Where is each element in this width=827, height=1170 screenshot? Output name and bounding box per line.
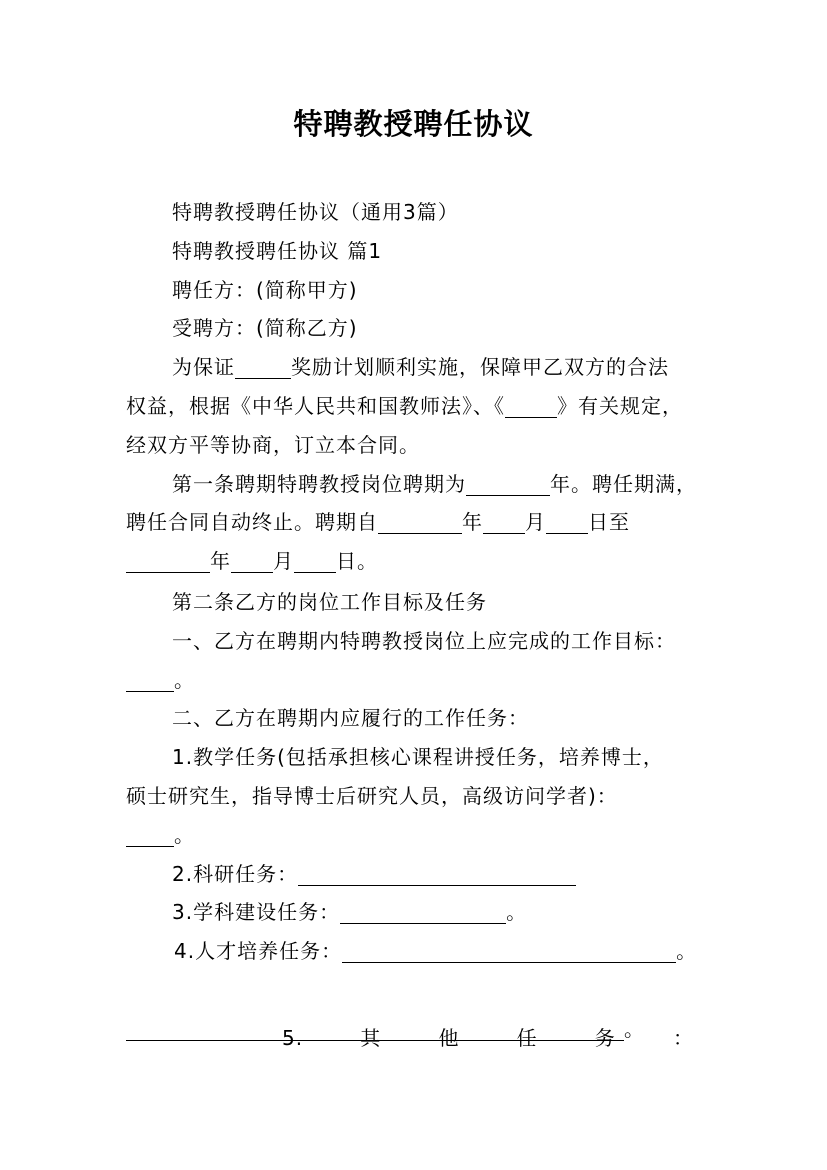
blank-field — [340, 903, 506, 924]
employer-line: 聘任方：(简称甲方) — [172, 278, 358, 302]
section-heading: 特聘教授聘任协议 篇1 — [172, 239, 383, 263]
article-heading: 第二条乙方的岗位工作目标及任务 — [172, 590, 487, 614]
paragraph-line: 经双方平等协商，订立本合同。 — [126, 433, 420, 457]
paragraph-line: 权益，根据《中华人民共和国教师法》、《 》有关规定， — [126, 394, 683, 418]
blank-field — [126, 671, 174, 692]
paragraph-line: 一、乙方在聘期内特聘教授岗位上应完成的工作目标： — [172, 629, 676, 653]
paragraph-line: 第一条聘期特聘教授岗位聘期为 年。聘任期满， — [172, 472, 697, 496]
paragraph-line: 。 — [126, 1017, 645, 1041]
blank-field — [126, 1020, 624, 1041]
task-item: 2.科研任务： — [172, 862, 576, 886]
blank-field — [298, 865, 576, 886]
paragraph-line: 年 月 日。 — [126, 549, 378, 573]
blank-field — [342, 942, 676, 963]
blank-field — [378, 513, 462, 534]
paragraph-line: 1.教学任务(包括承担核心课程讲授任务，培养博士， — [172, 745, 664, 769]
paragraph-line: 聘任合同自动终止。聘期自 年 月 日至 — [126, 510, 630, 534]
document-title: 特聘教授聘任协议 — [293, 107, 534, 141]
employee-line: 受聘方：(简称乙方) — [172, 316, 358, 340]
subtitle-line: 特聘教授聘任协议（通用3篇） — [172, 200, 459, 224]
paragraph-line: 。 — [126, 823, 195, 847]
paragraph-line: 二、乙方在聘期内应履行的工作任务： — [172, 706, 529, 730]
task-item: 3.学科建设任务： 。 — [172, 900, 528, 924]
blank-field — [235, 358, 291, 379]
paragraph-line: 为保证 奖励计划顺利实施，保障甲乙双方的合法 — [172, 355, 669, 379]
task-item: 5. 其 他 任 务 ： — [282, 1026, 694, 1050]
blank-field — [466, 475, 550, 496]
blank-field — [126, 552, 210, 573]
paragraph-line: 。 — [126, 668, 195, 692]
blank-field — [231, 552, 273, 573]
blank-field — [505, 397, 557, 418]
blank-field — [126, 826, 174, 847]
blank-field — [546, 513, 588, 534]
task-item: 4.人才培养任务： 。 — [174, 939, 698, 963]
blank-field — [294, 552, 336, 573]
paragraph-line: 硕士研究生，指导博士后研究人员，高级访问学者)： — [126, 784, 618, 808]
blank-field — [483, 513, 525, 534]
